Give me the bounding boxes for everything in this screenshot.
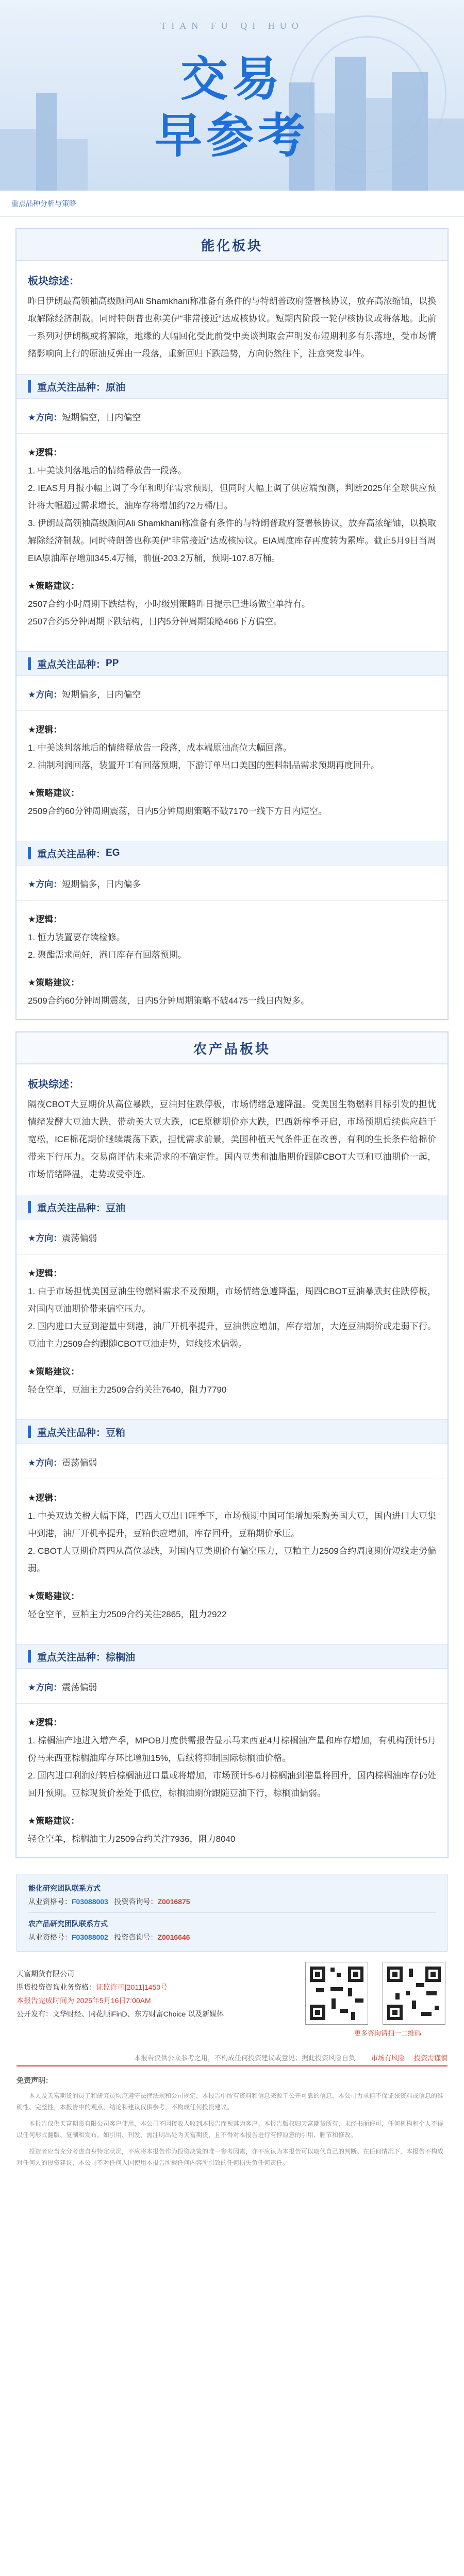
disclaimer	[16, 2075, 448, 2168]
focus-bar	[16, 374, 448, 399]
focus-bar	[16, 1419, 448, 1444]
strategy-line: 2509合约60分钟周期震荡，日内5分钟周期策略不破7170一线下方日内短空。	[28, 806, 327, 816]
license-number: 证监许可[2011]1450号	[96, 1983, 168, 1991]
cert-number: F03088003	[72, 1897, 108, 1906]
focus-label: 重点关注品种：	[37, 1652, 106, 1663]
direction-row	[28, 877, 436, 890]
cert-number: Z0016875	[157, 1897, 190, 1906]
logic-heading: ★逻辑：	[28, 914, 62, 924]
report-time-label: 本报告完成时间为	[16, 1996, 74, 2005]
direction-key: ★方向：	[28, 690, 62, 700]
overview-heading: 板块综述：	[28, 276, 79, 287]
focus-value: 豆粕	[106, 1427, 126, 1438]
direction-row	[28, 687, 436, 700]
section-agri	[15, 1031, 449, 1858]
focus-marker-icon	[28, 1650, 31, 1663]
logic-line: 1. 恒力装置要存续检修。	[28, 933, 125, 942]
logic-line: 1. 中美谈判落地后的情绪释放告一段落。	[28, 466, 187, 476]
license-row	[16, 1980, 224, 1994]
team-label: 农产品研究团队联系方式	[28, 1920, 108, 1928]
logic-line: 2. IEAS月月报小幅上调了今年和明年需求预期，但同时大幅上调了供应端预测，判断2025年全球供应预计将大幅超过需求增长，油库存将增加约72万桶/日。	[28, 483, 436, 511]
section-title: 能化板块	[16, 229, 448, 261]
divider	[16, 900, 448, 901]
disclaimer-paragraph: 本报告仅供天富期货有限公司客户使用，本公司不因接收人收到本报告而视其为客户。本报告版权归天富期货所有，未经书面许可，任何机构和个人不得以任何形式翻版、复制和发布。如引用、刊发，需注明出处为天富期货，且不得对本报告进行有悖原意的引用、删节和修改。	[16, 2120, 444, 2139]
divider	[28, 1912, 436, 1913]
disclaimer-paragraph: 投资者应当充分考虑自身特定状况，不应将本报告作为投资决策的唯一参考因素，亦不应认为本报告可以取代自己的判断。在任何情况下，本报告不构成对任何人的投资建议，本公司不对任何人因使用本报告所载任何内容所引致的任何损失负任何责任。	[16, 2148, 444, 2166]
company-info	[16, 1962, 448, 2049]
direction-row	[28, 1455, 436, 1468]
focus-marker-icon	[28, 1426, 31, 1438]
logic-line: 2. 国内进口大豆到港量中到港，油厂开机率提升，豆油供应增加，库存增加，大连豆油期价或走弱下行。豆油主力2509合约跟随CBOT豆油走势，短线技术偏弱。	[28, 1321, 436, 1349]
focus-marker-icon	[28, 1201, 31, 1213]
logic-line: 3. 伊朗最高领袖高级顾问Ali Shamkhani称准备有条件的与特朗普政府签署核协议，放弃高浓缩铀，以换取解除经济制裁。同时特朗普也称美伊“非常接近”达成核协议。EIA周度库存再度转为累库。截止5月9日当周EIA原油库存增加345.4万桶，前值-203.2万桶，预期-107.8万桶。	[28, 518, 436, 563]
strategy-heading: ★策略建议：	[28, 788, 80, 798]
logic-heading: ★逻辑：	[28, 725, 62, 735]
strategy-heading: ★策略建议：	[28, 1367, 80, 1377]
overview-heading: 板块综述：	[28, 1079, 79, 1090]
direction-key: ★方向：	[28, 1233, 62, 1243]
company-name: 天富期货有限公司	[16, 1970, 74, 1978]
header-link[interactable]	[0, 191, 464, 217]
cert-number: Z0016646	[157, 1933, 190, 1941]
banner-subtitle: TIAN FU QI HUO	[160, 21, 304, 31]
direction-value: 震荡偏弱	[62, 1233, 97, 1243]
team-label: 能化研究团队联系方式	[28, 1884, 101, 1892]
strategy-heading: ★策略建议：	[28, 1591, 80, 1601]
overview-text: 隔夜CBOT大豆期价从高位暴跌，豆油封住跌停板，市场情绪急遽降温。受美国生物燃料目标引发的担忧情绪发酵大豆油大跌，带动美大豆大跌，ICE原糖期价亦大跌，巴西新榨季开启，市场预期后续供应趋于宽松，ICE棉花期价继续震荡下跌，担忧需求前景，美国种植天气条件正在改善，有利的生长条件给棉价带来下行压力。交易商评估未来需求的不确定性。国内豆类和油脂期价跟随CBOT大豆和豆油期价一起，市场情绪降温，走势或受牵连。	[28, 1099, 436, 1179]
direction-value: 短期偏多，日内偏空	[62, 690, 141, 700]
report-time-row	[16, 1994, 224, 2007]
qr-code-icon[interactable]	[305, 1962, 368, 2025]
strategy-line: 2509合约60分钟周期震荡，日内5分钟周期策略不破4475一线日内短多。	[28, 996, 309, 1006]
focus-bar	[16, 1644, 448, 1669]
logic-line: 1. 中美谈判落地后的情绪释放告一段落，成本端原油高位大幅回落。	[28, 743, 292, 753]
company-block	[16, 1967, 224, 2021]
direction-row	[28, 410, 436, 423]
logic-line: 2. 国内进口利润好转后棕榈油进口量或将增加，市场预计5-6月棕榈油到港量将回升，国内棕榈油库存仍处回升预期。豆棕现货价差处于低位，棕榈油期价跟随豆油下行，棕榈油偏弱。	[28, 1771, 436, 1798]
divider	[16, 1703, 448, 1704]
strategy-line: 轻仓空单，豆油主力2509合约关注7640，阻力7790	[28, 1385, 227, 1395]
cert-label: 从业资格号：	[28, 1933, 72, 1941]
cert-number: F03088002	[72, 1933, 108, 1941]
qr-code-icon[interactable]	[383, 1962, 445, 2025]
slogan-bar	[16, 2049, 448, 2066]
direction-key: ★方向：	[28, 1683, 62, 1692]
logic-line: 2. 油制利润回落，装置开工有回落预期，下游订单出口美国的塑料制品需求预期再度回升。	[28, 760, 379, 770]
divider	[16, 1254, 448, 1255]
overview-text: 昨日伊朗最高领袖高级顾问Ali Shamkhani称准备有条件的与特朗普政府签署核协议，放弃高浓缩铀，以换取解除经济制裁。同时特朗普也称美伊“非常接近”达成核协议。短期内阶段一轮伊核协议或将落地。此前一系列对伊朗概或将解除，地缘的大幅回化受此前受中美谈判取会声明发布短期利多有乐落地，受市场情绪影响向上行的原油反弹由一段落，重新回归下跌趋势，方向仍然往下，注意突发事件。	[28, 296, 436, 359]
analyst-info-panel	[16, 1874, 448, 1952]
qr-caption: 更多咨询请扫一二维码	[354, 2029, 421, 2037]
logic-heading: ★逻辑：	[28, 1718, 62, 1727]
logic-line: 2. 聚酯需求尚好，港口库存有回落预期。	[28, 950, 187, 960]
direction-value: 震荡偏弱	[62, 1458, 97, 1468]
logic-line: 1. 棕榈油产地进入增产季，MPOB月度供需报告显示马来西亚4月棕榈油产量和库存增加，有机构预计5月份马来西亚棕榈油库存环比增加15%，后续将抑制国际棕榈油价格。	[28, 1736, 436, 1763]
disclaimer-paragraph: 本人及天富期货的员工和研究员均应遵守法律法规和公司规定，本报告中所有资料和信息来源于公开可靠的信息，本公司力求但不保证该资料或信息的准确性、完整性，本报告中的观点、结论和建议仅供参考，不构成任何投资建议。	[16, 2092, 444, 2111]
header-banner	[0, 0, 464, 191]
cert-label: 投资咨询号：	[114, 1897, 158, 1906]
section-energy	[15, 228, 449, 1020]
logic-line: 1. 中美双边关税大幅下降，巴西大豆出口旺季下，市场预期中国可能增加采购美国大豆，国内进口大豆集中到港，油厂开机率提升，豆粕供应增加，库存回升，豆粕期价承压。	[28, 1511, 436, 1538]
focus-value: EG	[106, 848, 120, 858]
direction-row	[28, 1231, 436, 1244]
section-title: 农产品板块	[16, 1032, 448, 1064]
analyst-row	[28, 1930, 436, 1944]
focus-value: PP	[106, 658, 119, 669]
strategy-heading: ★策略建议：	[28, 978, 80, 988]
focus-bar	[16, 651, 448, 676]
focus-label: 重点关注品种：	[37, 849, 106, 860]
logic-heading: ★逻辑：	[28, 448, 62, 457]
focus-bar	[16, 1195, 448, 1219]
strategy-heading: ★策略建议：	[28, 1816, 80, 1826]
direction-key: ★方向：	[28, 879, 62, 889]
divider	[16, 433, 448, 434]
strategy-line: 轻仓空单，豆粕主力2509合约关注2865，阻力2922	[28, 1609, 227, 1619]
report-time-value: 2025年5月16日7:00AM	[76, 1996, 151, 2005]
focus-marker-icon	[28, 380, 31, 393]
slogan-item: 投资需谨慎	[413, 2054, 448, 2062]
platforms: 公开发布：文华财经、同花顺iFinD、东方财富Choice 以及新媒体	[16, 2010, 224, 2018]
focus-value: 原油	[106, 382, 126, 393]
focus-label: 重点关注品种：	[37, 1427, 106, 1438]
focus-value: 棕榈油	[106, 1652, 136, 1663]
cert-label: 从业资格号：	[28, 1897, 72, 1906]
logic-line: 1. 由于市场担忧美国豆油生物燃料需求不及预期，市场情绪急遽降温，周四CBOT豆油暴跌封住跌停板，对国内豆油期价带来偏空压力。	[28, 1286, 436, 1314]
slogan-item: 市场有风险	[371, 2054, 405, 2062]
strategy-line: 2507合约小时周期下跌结构，小时级别策略昨日提示已进场做空单持有。	[28, 599, 310, 609]
focus-label: 重点关注品种：	[37, 1202, 106, 1214]
slogan-line: 本报告仅供公众参考之用，不构成任何投资建议或意见；据此投资风险自负。	[134, 2054, 362, 2062]
header-link-text: 重点品种分析与策略	[11, 199, 76, 208]
divider	[16, 710, 448, 711]
logic-line: 2. CBOT大豆期价周四从高位暴跌，对国内豆类期价有偏空压力，豆粕主力2509合约周度期价短线走势偏弱。	[28, 1546, 436, 1573]
disclaimer-title: 免责声明：	[16, 2076, 53, 2084]
direction-value: 短期偏空，日内偏空	[62, 413, 141, 422]
focus-value: 豆油	[106, 1202, 126, 1214]
focus-label: 重点关注品种：	[37, 659, 106, 670]
strategy-line: 轻仓空单，棕榈油主力2509合约关注7936，阻力8040	[28, 1834, 236, 1844]
direction-key: ★方向：	[28, 413, 62, 422]
strategy-line: 2507合约5分钟周期下跌结构，日内5分钟周期策略466下方偏空。	[28, 617, 283, 626]
focus-bar	[16, 841, 448, 866]
direction-row	[28, 1680, 436, 1693]
logic-heading: ★逻辑：	[28, 1493, 62, 1503]
direction-value: 震荡偏弱	[62, 1683, 97, 1692]
banner-title-line2: 早参考	[154, 110, 309, 162]
license-label: 期货投资咨询业务资格：	[16, 1983, 96, 1991]
logic-heading: ★逻辑：	[28, 1268, 62, 1278]
banner-title-line1: 交易	[180, 53, 284, 106]
focus-marker-icon	[28, 657, 31, 670]
direction-value: 短期偏多，日内偏多	[62, 879, 141, 889]
direction-key: ★方向：	[28, 1458, 62, 1468]
focus-label: 重点关注品种：	[37, 382, 106, 393]
cert-label: 投资咨询号：	[114, 1933, 158, 1941]
focus-marker-icon	[28, 847, 31, 859]
strategy-heading: ★策略建议：	[28, 581, 80, 591]
analyst-row	[28, 1895, 436, 1908]
